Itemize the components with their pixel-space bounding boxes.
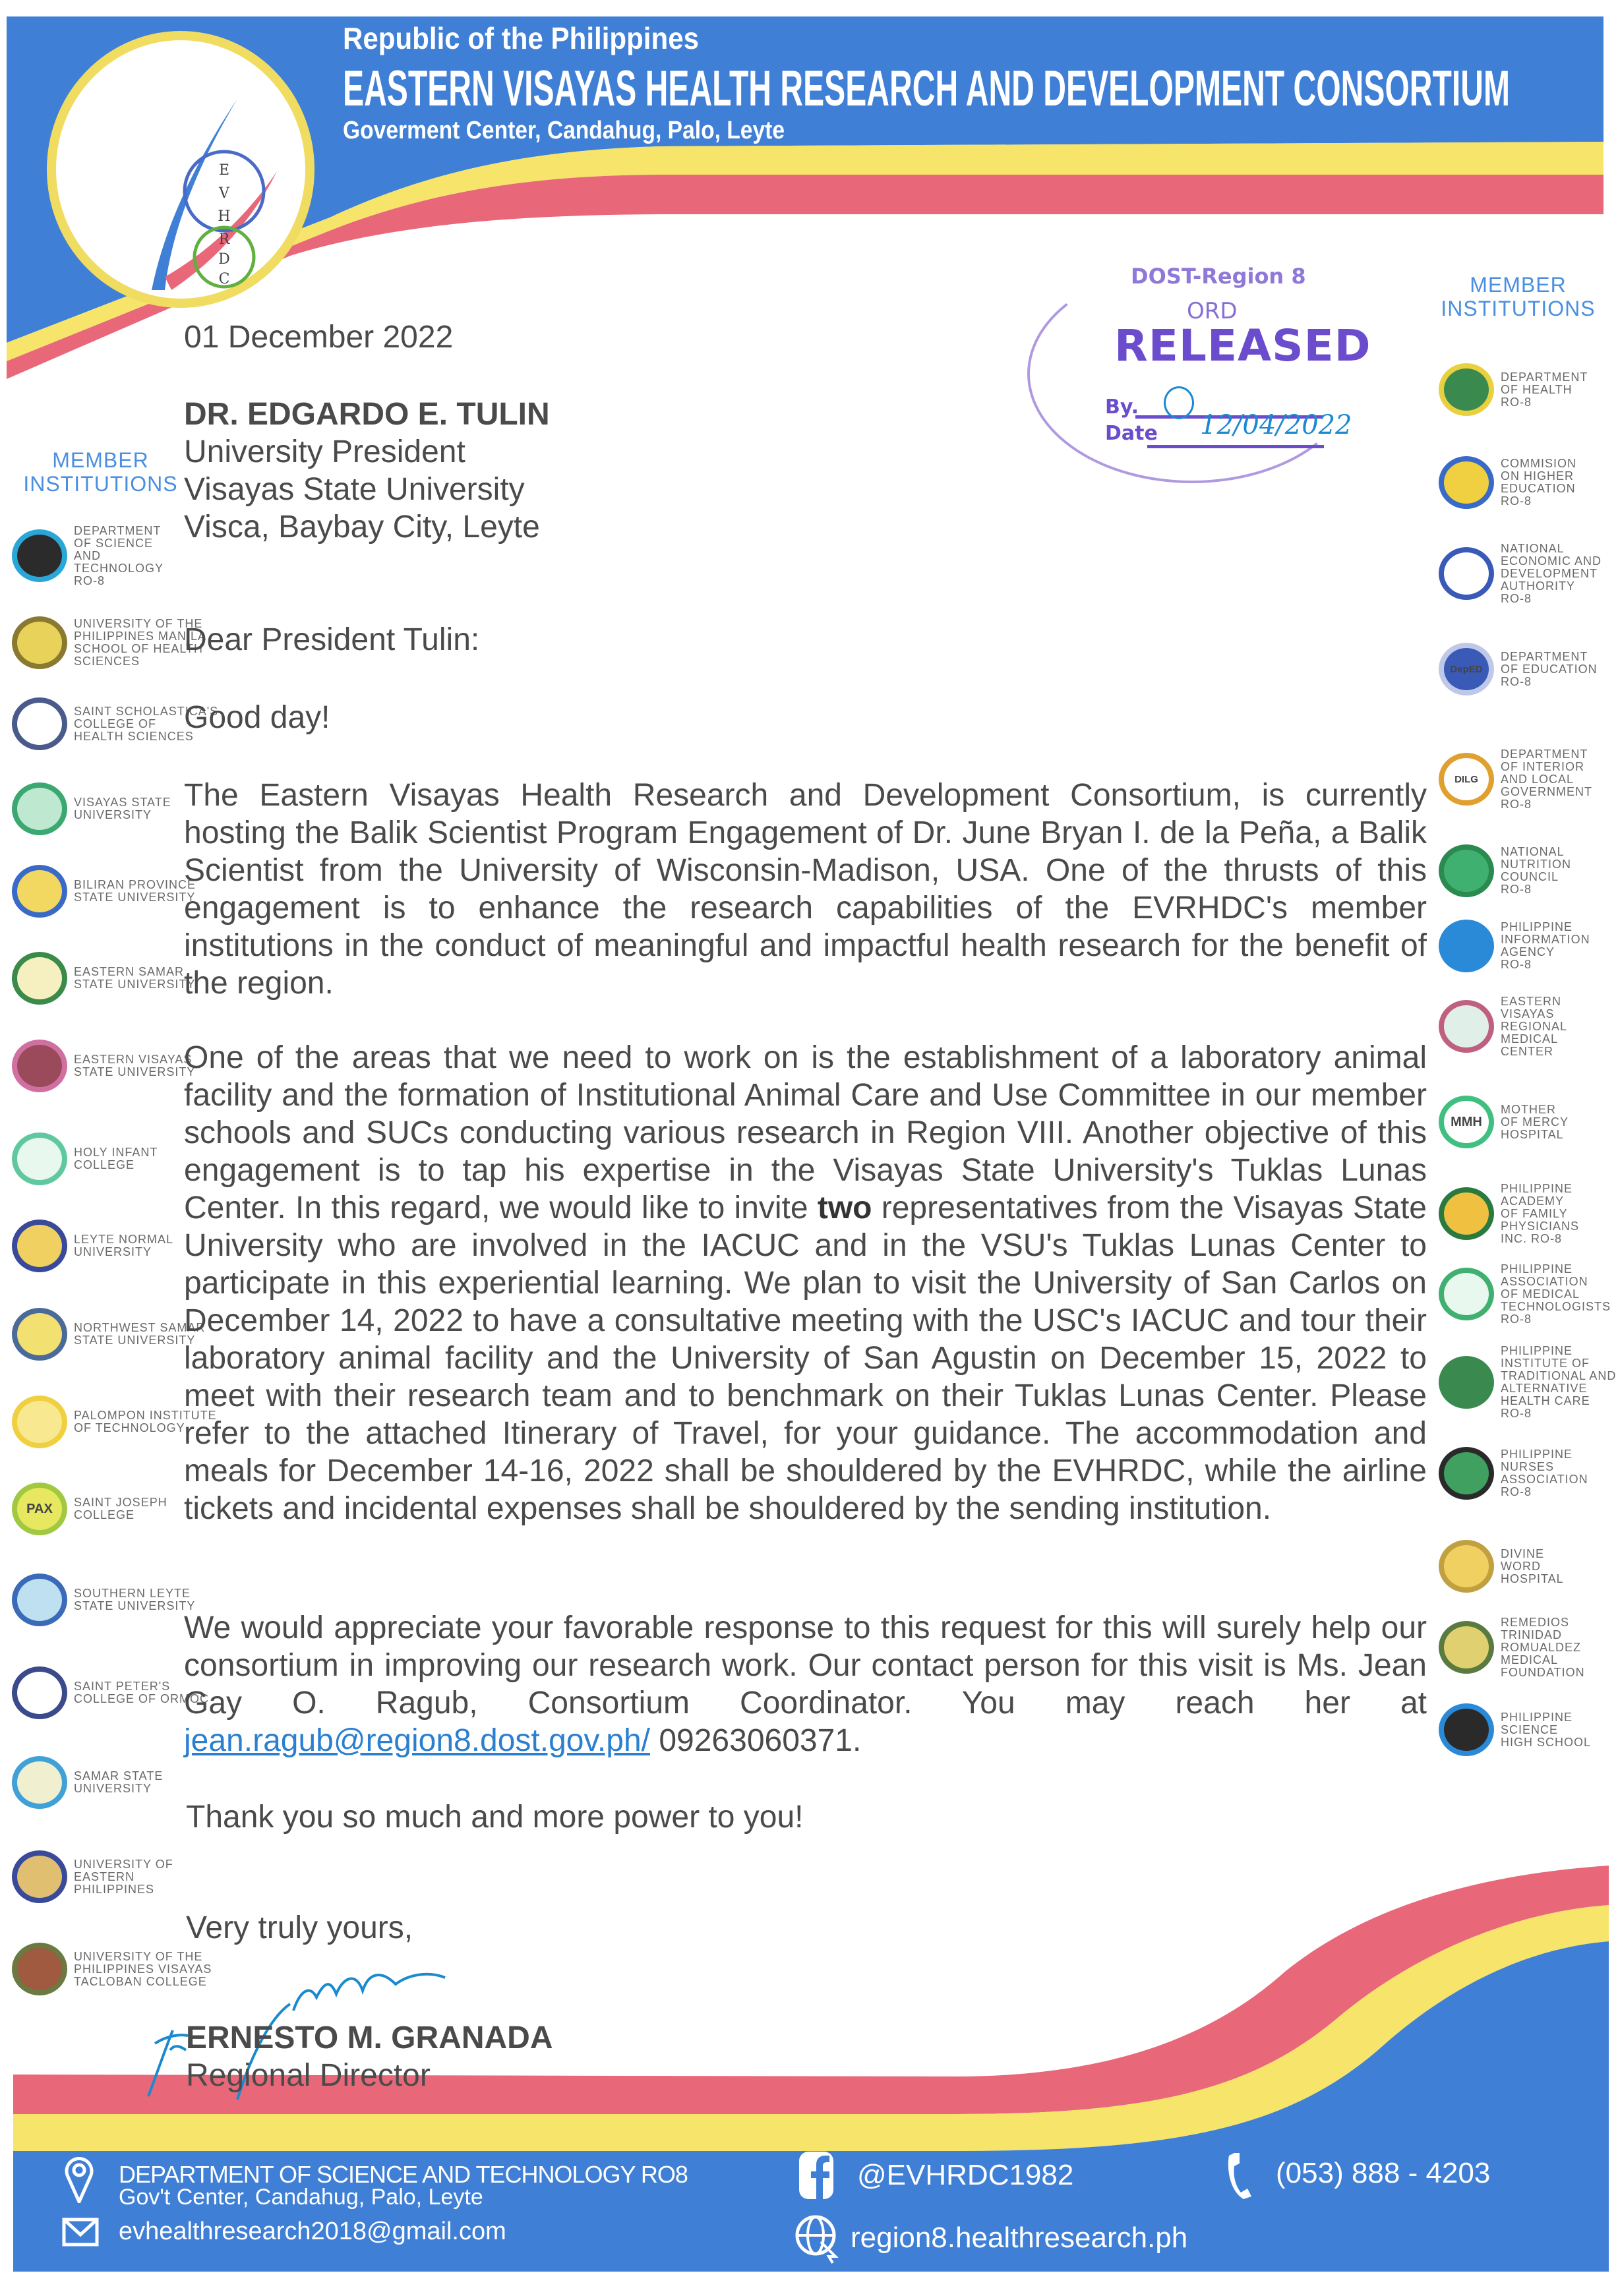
institution-seal-icon — [12, 1756, 67, 1809]
institution-seal-icon — [12, 782, 67, 835]
stamp-date-line — [1147, 445, 1324, 448]
stamp-date-label: Date — [1105, 422, 1158, 445]
institution-name: PHILIPPINE INFORMATION AGENCY RO-8 — [1501, 920, 1590, 971]
institution-seal-icon — [12, 1308, 67, 1361]
institution-name: NATIONAL ECONOMIC AND DEVELOPMENT AUTHORITY RO-8 — [1501, 541, 1602, 605]
institution-name: LEYTE NORMAL UNIVERSITY — [74, 1233, 174, 1258]
institution-seal-icon — [12, 616, 67, 669]
member-institution — [12, 864, 196, 919]
member-institution — [12, 523, 164, 587]
institution-seal-mark: PAX — [26, 1501, 53, 1516]
left-member-institutions-title: MEMBER INSTITUTIONS — [23, 448, 178, 496]
institution-seal-icon — [1439, 844, 1494, 897]
footer-address: Gov't Center, Candahug, Palo, Leyte — [119, 2185, 483, 2210]
member-institution — [1439, 641, 1598, 697]
institution-name: EASTERN VISAYAS STATE UNIVERSITY — [74, 1053, 196, 1078]
member-institution — [12, 1849, 173, 1904]
svg-text:D: D — [218, 251, 230, 268]
institution-seal-mark: DILG — [1454, 773, 1478, 785]
stamp-agency: DOST-Region 8 — [1131, 264, 1306, 289]
right-member-institutions-title: MEMBER INSTITUTIONS — [1441, 273, 1596, 320]
institution-name: REMEDIOS TRINIDAD ROMUALDEZ MEDICAL FOUNDATION — [1501, 1615, 1585, 1679]
closing: Very truly yours, — [186, 1910, 413, 1945]
paragraph-2-text: One of the areas that we need to work on is the establishment of a laboratory animal facility and the formation of Institutional Animal Care and Use Committee in our member schools and SUCs conducting various research in Region VIII. Another objective of this engagement is to tap his expertise in the Visayas State University's Tuklas Lunas Center. In this regard, we would like to invite — [184, 1040, 1427, 1225]
institution-name: BILIRAN PROVINCE STATE UNIVERSITY — [74, 878, 196, 904]
stamp-outline — [1027, 264, 1357, 483]
member-institution — [12, 615, 206, 670]
institution-seal-icon — [12, 529, 67, 582]
stamp-by-label: By. — [1105, 396, 1139, 419]
member-institution — [1439, 541, 1602, 605]
member-institution — [1439, 747, 1593, 811]
member-institution — [1439, 1181, 1580, 1245]
member-institution — [1439, 455, 1576, 510]
footer-email[interactable]: evhealthresearch2018@gmail.com — [119, 2218, 506, 2245]
paragraph-3 — [184, 1609, 1427, 1759]
institution-name: MOTHER OF MERCY HOSPITAL — [1501, 1102, 1569, 1141]
footer-facebook[interactable]: @EVHRDC1982 — [857, 2159, 1074, 2191]
institution-seal-icon — [12, 1943, 67, 1995]
signatory-title: Regional Director — [186, 2058, 431, 2093]
institution-name: VISAYAS STATE UNIVERSITY — [74, 796, 171, 821]
institution-seal-icon — [1439, 363, 1494, 416]
paragraph-2-emphasis: two — [817, 1191, 872, 1225]
recipient-title: University President — [184, 434, 465, 469]
institution-seal-icon — [1439, 547, 1494, 600]
member-institution — [1439, 362, 1588, 417]
institution-seal-icon — [1439, 1621, 1494, 1674]
contact-phone: 09263060371. — [650, 1723, 862, 1758]
location-pin-icon — [65, 2156, 94, 2203]
member-institution — [1439, 994, 1568, 1058]
institution-name: DIVINE WORD HOSPITAL — [1501, 1546, 1564, 1585]
institution-seal-icon — [1439, 1096, 1494, 1148]
stamp-status: RELEASED — [1114, 320, 1371, 371]
header-org-name: EASTERN VISAYAS HEALTH RESEARCH AND DEVELOPMENT CONSORTIUM — [343, 61, 1510, 117]
institution-name: SOUTHERN LEYTE STATE UNIVERSITY — [74, 1587, 196, 1612]
institution-seal-icon — [1439, 1356, 1494, 1409]
paragraph-3-text: We would appreciate your favorable response to this request for this will surely help our consortium in improving our research work. Our contact person for this visit is Ms. Jean Gay O. Ragub, Consortium Coordinator. You may reach her at — [184, 1610, 1427, 1721]
member-institution — [12, 1131, 158, 1187]
institution-name: NATIONAL NUTRITION COUNCIL RO-8 — [1501, 845, 1571, 896]
institution-name: SAINT JOSEPH COLLEGE — [74, 1496, 167, 1521]
institution-seal-icon — [12, 1220, 67, 1272]
stamp-date-value: 12/04/2022 — [1200, 410, 1352, 440]
institution-seal-icon — [1439, 643, 1494, 695]
institution-name: PHILIPPINE INSTITUTE OF TRADITIONAL AND ALTERNATIVE HEALTH CARE RO-8 — [1501, 1344, 1617, 1420]
member-institution — [1439, 1539, 1564, 1594]
member-institution — [12, 1307, 205, 1362]
institution-seal-icon — [12, 1133, 67, 1185]
svg-text:V: V — [219, 185, 229, 202]
institution-name: DEPARTMENT OF SCIENCE AND TECHNOLOGY RO-8 — [74, 523, 164, 587]
institution-seal-icon — [12, 952, 67, 1005]
facebook-icon — [798, 2150, 835, 2200]
institution-name: SAINT PETER'S COLLEGE OF ORMOC — [74, 1680, 210, 1705]
member-institution — [12, 1481, 167, 1537]
institution-name: DEPARTMENT OF HEALTH RO-8 — [1501, 370, 1588, 409]
institution-name: SAMAR STATE UNIVERSITY — [74, 1769, 164, 1795]
member-institution — [12, 1665, 209, 1721]
institution-name: PHILIPPINE SCIENCE HIGH SCHOOL — [1501, 1710, 1592, 1749]
institution-name: PHILIPPINE NURSES ASSOCIATION RO-8 — [1501, 1448, 1588, 1498]
institution-seal-icon — [1439, 1187, 1494, 1240]
institution-name: UNIVERSITY OF THE PHILIPPINES VISAYAS TACLOBAN COLLEGE — [74, 1949, 212, 1988]
recipient-block — [184, 396, 550, 546]
institution-seal-icon — [1439, 1703, 1494, 1756]
member-institution — [12, 1218, 173, 1274]
stamp-office: ORD — [1187, 298, 1238, 324]
institution-seal-icon — [1439, 753, 1494, 806]
member-institution — [1439, 1344, 1617, 1420]
member-institution — [12, 781, 171, 837]
institution-seal-icon — [12, 1850, 67, 1903]
institution-name: EASTERN VISAYAS REGIONAL MEDICAL CENTER — [1501, 994, 1568, 1058]
institution-seal-mark: MMH — [1451, 1114, 1482, 1129]
institution-seal-icon — [1439, 1540, 1494, 1593]
header-address: Goverment Center, Candahug, Palo, Leyte — [343, 117, 785, 144]
member-institution — [1439, 1615, 1585, 1679]
institution-name: PHILIPPINE ACADEMY OF FAMILY PHYSICIANS INC. RO-8 — [1501, 1181, 1580, 1245]
member-institution — [1439, 1262, 1611, 1326]
member-institution — [12, 1755, 163, 1810]
evhrdc-logo — [51, 36, 310, 303]
institution-name: PHILIPPINE ASSOCIATION OF MEDICAL TECHNOLOGISTS RO-8 — [1501, 1262, 1611, 1326]
email-icon — [62, 2218, 99, 2247]
institution-seal-icon — [12, 1666, 67, 1719]
svg-text:R: R — [218, 231, 230, 248]
institution-seal-icon — [12, 1396, 67, 1448]
signatory-name: ERNESTO M. GRANADA — [186, 2020, 553, 2055]
institution-name: UNIVERSITY OF THE PHILIPPINES MANILA SCHOOL OF HEALTH SCIENCES — [74, 617, 207, 668]
institution-name: PALOMPON INSTITUTE OF TECHNOLOGY — [74, 1409, 217, 1434]
svg-text:H: H — [218, 208, 231, 225]
footer-website[interactable]: region8.healthresearch.ph — [851, 2222, 1188, 2254]
institution-seal-icon — [12, 1574, 67, 1626]
footer-org: DEPARTMENT OF SCIENCE AND TECHNOLOGY RO8 — [119, 2161, 688, 2188]
phone-icon — [1225, 2150, 1254, 2200]
institution-name: DEPARTMENT OF EDUCATION RO-8 — [1501, 649, 1598, 688]
svg-text:E: E — [218, 162, 230, 179]
institution-seal-icon — [12, 697, 67, 750]
member-institution — [1439, 1702, 1591, 1757]
institution-name: EASTERN SAMAR STATE UNIVERSITY — [74, 965, 196, 991]
globe-icon — [794, 2212, 841, 2264]
header-republic: Republic of the Philippines — [343, 21, 699, 55]
institution-seal-icon — [12, 865, 67, 918]
contact-email-link[interactable]: jean.ragub@region8.dost.gov.ph/ — [184, 1723, 650, 1758]
member-institution — [1439, 1446, 1588, 1501]
institution-name: UNIVERSITY OF EASTERN PHILIPPINES — [74, 1857, 173, 1896]
institution-name: DEPARTMENT OF INTERIOR AND LOCAL GOVERNMENT RO-8 — [1501, 747, 1593, 811]
institution-seal-icon — [12, 1040, 67, 1092]
greeting: Good day! — [184, 700, 330, 735]
institution-name: SAINT SCHOLASTICA'S COLLEGE OF HEALTH SCIENCES — [74, 704, 219, 743]
institution-name: COMMISION ON HIGHER EDUCATION RO-8 — [1501, 457, 1576, 508]
institution-name: NORTHWEST SAMAR STATE UNIVERSITY — [74, 1321, 206, 1347]
member-institution — [1439, 1094, 1569, 1150]
institution-seal-icon — [1439, 920, 1494, 972]
svg-text:C: C — [218, 271, 230, 287]
member-institution — [12, 1941, 212, 1997]
thanks-line: Thank you so much and more power to you! — [186, 1800, 804, 1835]
recipient-address: Visca, Baybay City, Leyte — [184, 510, 540, 545]
institution-seal-icon — [1439, 456, 1494, 509]
institution-seal-icon — [1439, 1268, 1494, 1320]
member-institution — [12, 1038, 195, 1094]
letter-date: 01 December 2022 — [184, 320, 454, 355]
paragraph-1: The Eastern Visayas Health Research and Development Consortium, is currently hosting the Balik Scientist Program Engagement of Dr. June Bryan I. de la Peña, a Balik Scientist from the University of Wisconsin-Madison, USA. One of the thrusts of this engagement is to enhance the research capabilities of the EVRHDC's member institutions in the conduct of meaningful and impactful health research for the benefit of the region. — [184, 778, 1427, 1001]
institution-seal-mark: DepED — [1450, 663, 1483, 675]
member-institution — [1439, 843, 1571, 898]
institution-name: HOLY INFANT COLLEGE — [74, 1146, 158, 1171]
member-institution — [1439, 918, 1590, 974]
institution-seal-icon — [1439, 1447, 1494, 1500]
recipient-institution: Visayas State University — [184, 472, 525, 507]
stamp-initial-mark — [1164, 386, 1194, 419]
footer-phone: (053) 888 - 4203 — [1276, 2157, 1491, 2189]
member-institution — [12, 1572, 195, 1628]
member-institution — [12, 951, 195, 1006]
paragraph-2-text-cont: representatives from the Visayas State University who are involved in the IACUC and in the VSU's Tuklas Lunas Center to participate in this experiential learning. We plan to visit the University of San Carlos on December 14, 2022 to have a consultative meeting with the USC's IACUC and tour their laboratory animal facility and the University of San Agustin on December 15, 2022 to meet with their research team and to benchmark on their Tuklas Lunas Center. Please refer to the attached Itinerary of Travel, for your guidance. The accommodation and meals for December 14-16, 2022 shall be shouldered by the EVHRDC, while the airline tickets and incidental expenses shall be shouldered by the sending institution. — [184, 1191, 1427, 1526]
paragraph-2 — [184, 1039, 1427, 1527]
institution-seal-icon — [1439, 1000, 1494, 1053]
salutation: Dear President Tulin: — [184, 622, 480, 657]
recipient-name: DR. EDGARDO E. TULIN — [184, 397, 550, 432]
institution-seal-icon — [12, 1483, 67, 1535]
